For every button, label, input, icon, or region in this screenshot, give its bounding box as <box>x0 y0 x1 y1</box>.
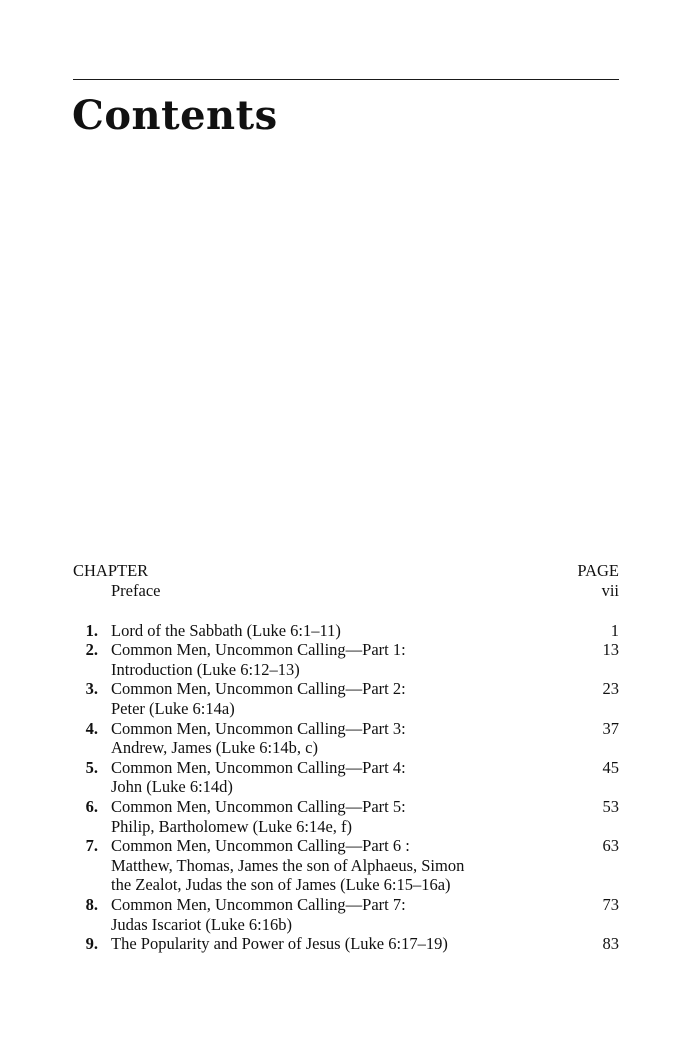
toc-entry-line <box>73 797 619 817</box>
header-rule <box>73 79 619 80</box>
chapter-number: 3. <box>85 679 98 699</box>
chapter-title-line: Matthew, Thomas, James the son of Alphaeus, Simon <box>111 855 465 875</box>
preface-title: Preface <box>111 581 161 600</box>
toc-entry[interactable] <box>73 640 619 679</box>
chapter-number: 8. <box>85 894 98 914</box>
page-title: Contents <box>72 92 278 139</box>
toc-entry-line <box>73 915 619 935</box>
chapter-title-line: Common Men, Uncommon Calling—Part 4: <box>111 757 406 777</box>
toc-entry-line <box>73 777 619 797</box>
chapter-title-line: Introduction (Luke 6:12–13) <box>111 659 300 679</box>
toc-entry-line <box>73 934 619 954</box>
spacer <box>73 601 619 621</box>
toc-entry[interactable] <box>73 895 619 934</box>
chapter-page-number: 73 <box>602 894 619 914</box>
chapter-number: 6. <box>85 796 98 816</box>
chapter-page-number: 53 <box>602 796 619 816</box>
toc-entry[interactable] <box>73 621 619 641</box>
chapter-title-line: Andrew, James (Luke 6:14b, c) <box>111 738 318 758</box>
toc-entry[interactable] <box>73 797 619 836</box>
toc-entry-line <box>73 699 619 719</box>
toc-entry[interactable] <box>73 934 619 954</box>
toc-entry-line <box>73 875 619 895</box>
chapter-title-line: Lord of the Sabbath (Luke 6:1–11) <box>111 620 341 640</box>
chapter-title-line: Common Men, Uncommon Calling—Part 2: <box>111 679 406 699</box>
toc-entry[interactable] <box>73 758 619 797</box>
chapter-title-line: Common Men, Uncommon Calling—Part 6 : <box>111 836 410 856</box>
chapter-page-number: 45 <box>602 757 619 777</box>
chapter-page-number: 83 <box>602 934 619 954</box>
chapter-number: 2. <box>85 640 98 660</box>
chapter-title-line: Common Men, Uncommon Calling—Part 3: <box>111 718 406 738</box>
chapter-page-number: 23 <box>602 679 619 699</box>
chapter-number: 7. <box>85 836 98 856</box>
toc-header <box>73 561 619 581</box>
toc-entry-line <box>73 836 619 856</box>
chapter-title-line: Philip, Bartholomew (Luke 6:14e, f) <box>111 816 353 836</box>
chapter-number: 1. <box>85 620 98 640</box>
chapter-number: 4. <box>85 718 98 738</box>
toc-entries <box>73 621 619 954</box>
chapter-page-number: 37 <box>602 718 619 738</box>
chapter-title-line: John (Luke 6:14d) <box>111 777 233 797</box>
toc-preface[interactable] <box>73 581 619 601</box>
chapter-title-line: the Zealot, Judas the son of James (Luke 6:15–16a) <box>111 875 451 895</box>
toc-entry-line <box>73 738 619 758</box>
table-of-contents <box>73 561 619 954</box>
chapter-page-number: 63 <box>602 836 619 856</box>
toc-entry-line <box>73 719 619 739</box>
chapter-title-line: Common Men, Uncommon Calling—Part 1: <box>111 640 406 660</box>
toc-entry[interactable] <box>73 719 619 758</box>
toc-entry-line <box>73 856 619 876</box>
toc-entry[interactable] <box>73 836 619 895</box>
toc-entry-line <box>73 895 619 915</box>
toc-entry-line <box>73 817 619 837</box>
chapter-page-number: 1 <box>610 620 619 640</box>
chapter-column-label: CHAPTER <box>73 561 149 580</box>
toc-entry-line <box>73 679 619 699</box>
toc-entry-line <box>73 660 619 680</box>
chapter-title-line: Common Men, Uncommon Calling—Part 7: <box>111 894 406 914</box>
toc-entry-line <box>73 621 619 641</box>
toc-entry-line <box>73 640 619 660</box>
preface-page: vii <box>601 581 619 600</box>
chapter-number: 5. <box>85 757 98 777</box>
chapter-title-line: The Popularity and Power of Jesus (Luke 6:17–19) <box>111 934 448 954</box>
toc-entry-line <box>73 758 619 778</box>
chapter-title-line: Common Men, Uncommon Calling—Part 5: <box>111 796 406 816</box>
chapter-number: 9. <box>85 934 98 954</box>
chapter-title-line: Judas Iscariot (Luke 6:16b) <box>111 914 292 934</box>
toc-entry[interactable] <box>73 679 619 718</box>
page-column-label: PAGE <box>577 561 619 580</box>
chapter-title-line: Peter (Luke 6:14a) <box>111 698 235 718</box>
chapter-page-number: 13 <box>602 640 619 660</box>
